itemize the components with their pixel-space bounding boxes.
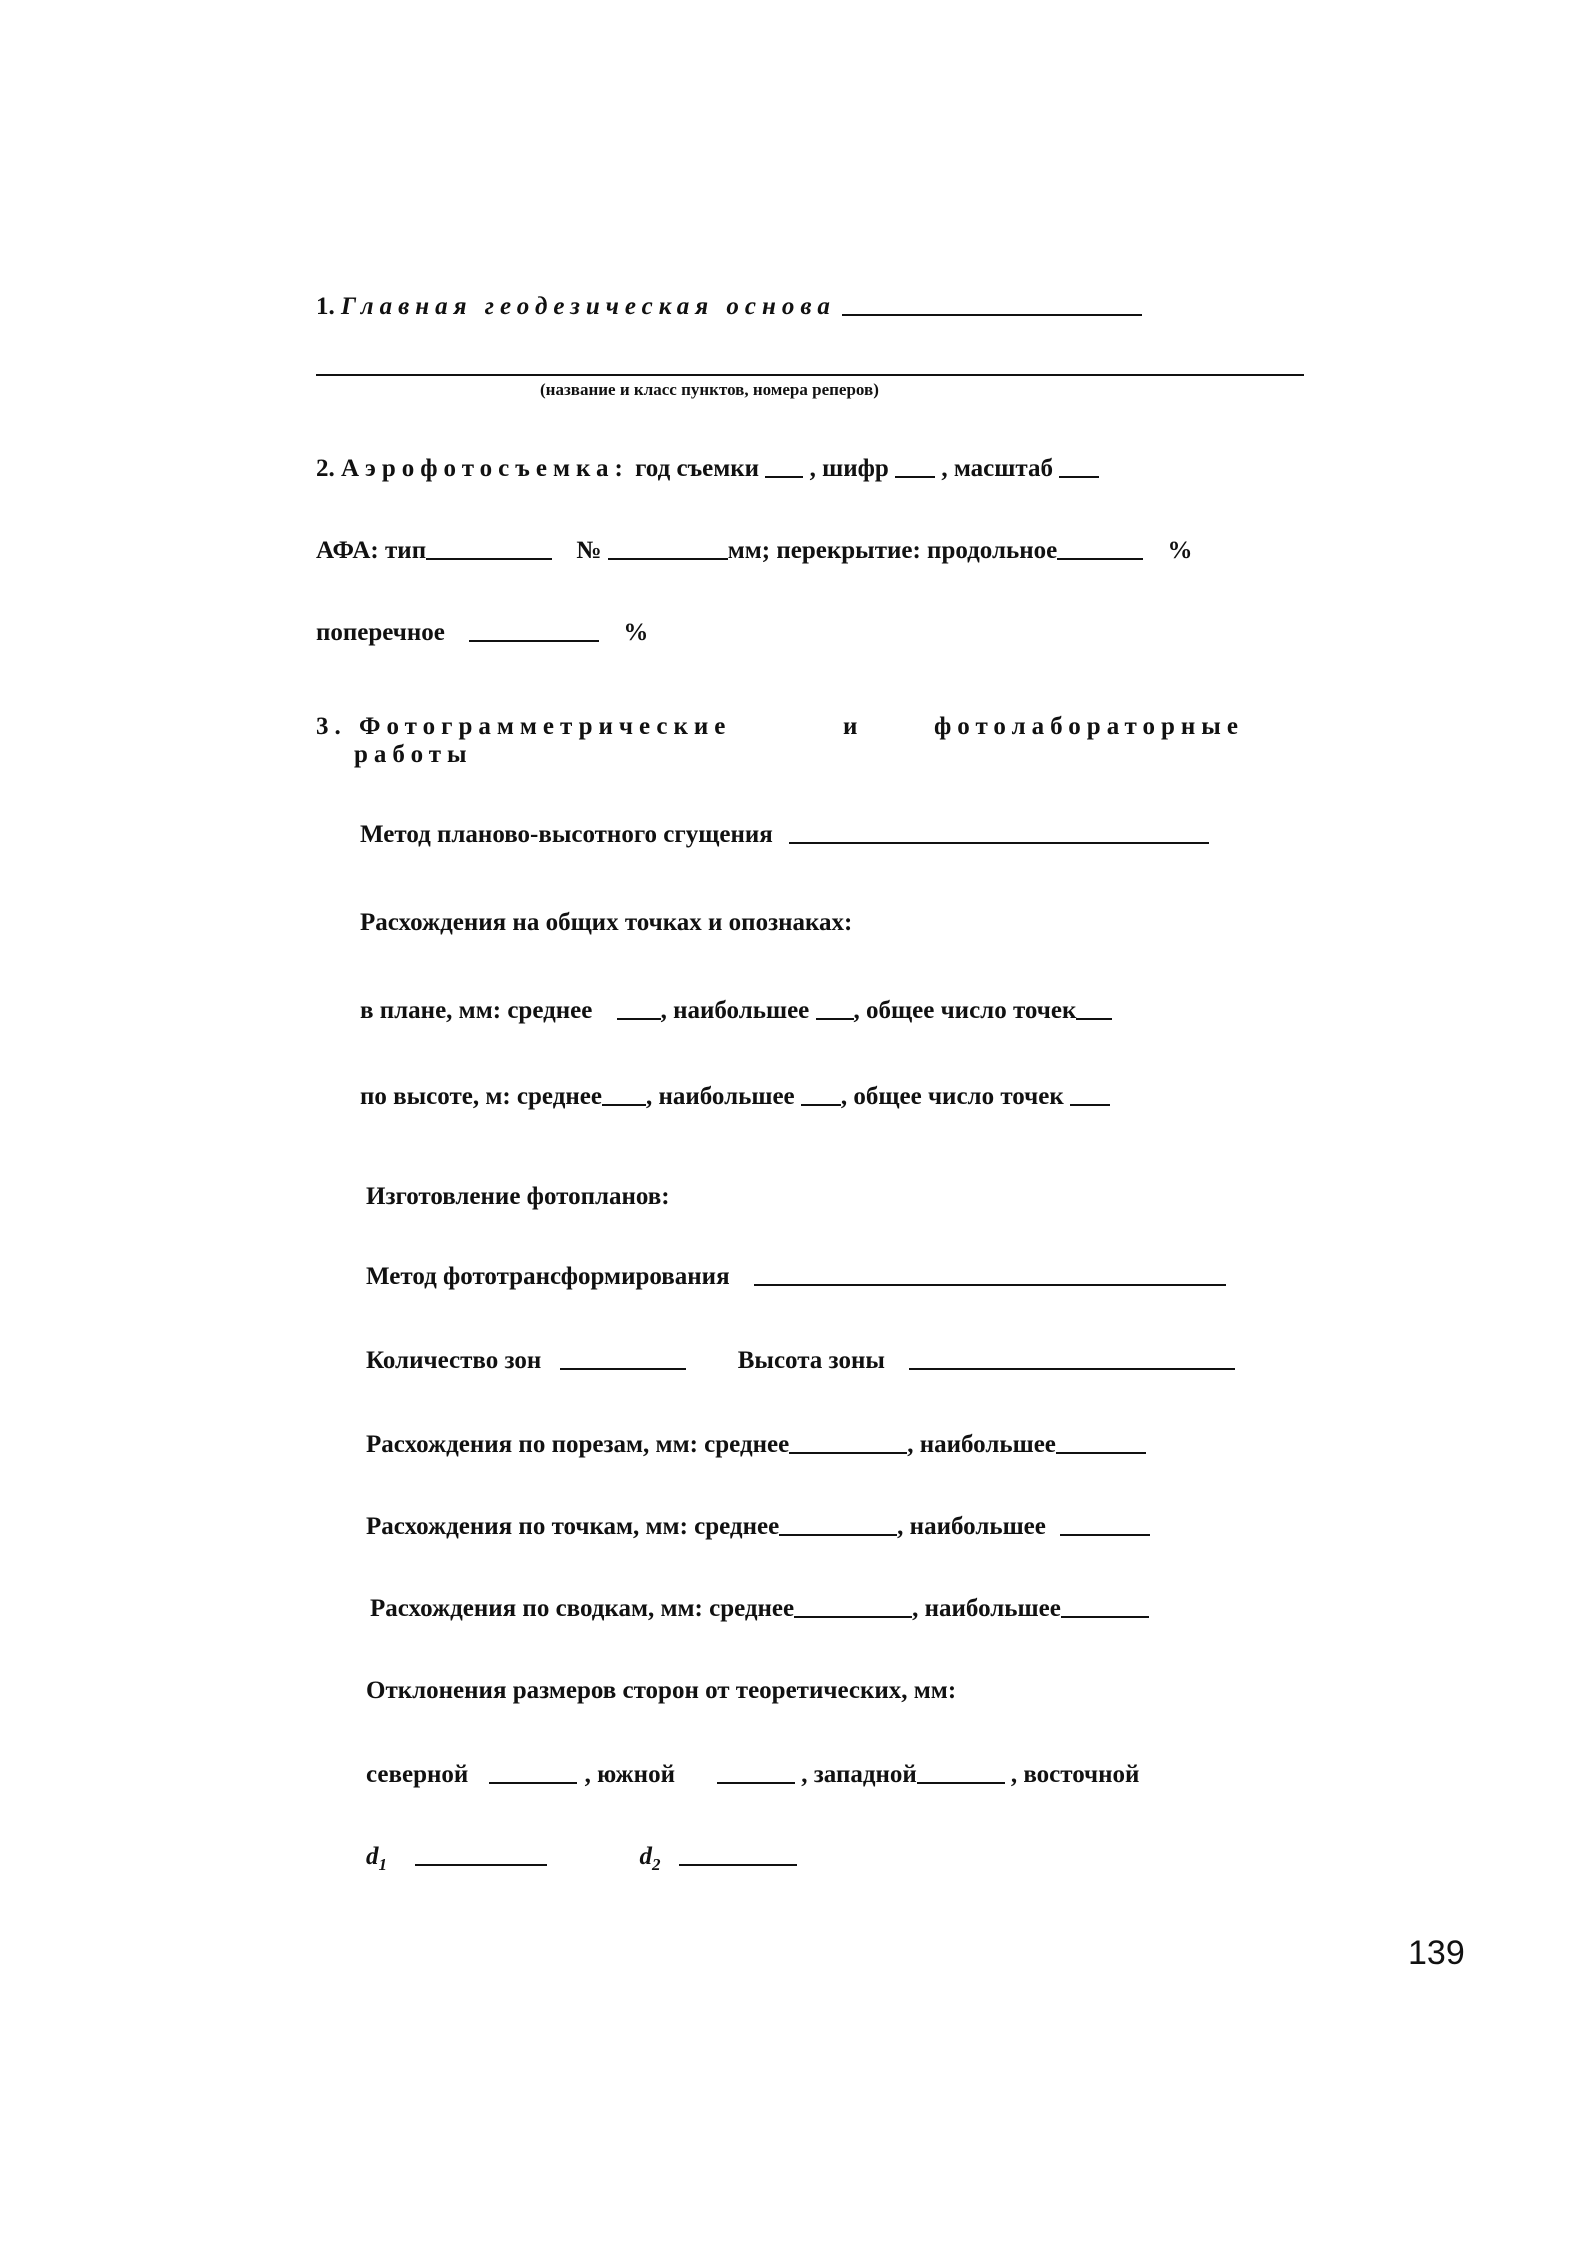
height-discrepancy-line: [360, 1082, 1110, 1112]
summaries-line: [370, 1594, 1149, 1624]
sides-line: [366, 1760, 1139, 1790]
west-field[interactable]: [917, 1760, 1005, 1784]
section1-title: Главная геодезическая основа: [341, 293, 836, 320]
plan-largest-field[interactable]: [816, 996, 854, 1020]
section3-heading: [316, 712, 731, 742]
overlap-longitudinal-field[interactable]: [1057, 536, 1143, 560]
height-largest-label: , наибольшее: [645, 1083, 795, 1110]
plan-mean-field[interactable]: [617, 996, 661, 1020]
points-largest-field[interactable]: [1060, 1512, 1150, 1536]
zone-height-label: Высота зоны: [737, 1347, 885, 1374]
south-field[interactable]: [717, 1760, 795, 1784]
section3-title-a: Фотограмметрические: [359, 713, 732, 740]
summaries-mean-field[interactable]: [794, 1594, 912, 1618]
section3-number: 3.: [316, 713, 347, 740]
summaries-largest-field[interactable]: [1061, 1594, 1149, 1618]
height-mean-field[interactable]: [602, 1082, 646, 1106]
plan-points-label: , общее число точек: [853, 997, 1077, 1024]
survey-scale-label: , масштаб: [941, 455, 1053, 482]
photoplans-heading: Изготовление фотопланов:: [366, 1183, 670, 1210]
cuts-line: [366, 1430, 1146, 1460]
afa-type-label: АФА: тип: [316, 537, 427, 564]
cuts-largest-label: , наибольшее: [907, 1431, 1056, 1458]
north-label: северной: [366, 1761, 469, 1788]
transform-method-label: Метод фототрансформирования: [366, 1263, 730, 1290]
zone-height-field[interactable]: [909, 1346, 1235, 1370]
d2-label: $d_2$: [639, 1843, 661, 1874]
section3-title-b: фотолабораторные: [934, 713, 1244, 740]
plan-mean-label: в плане, мм: среднее: [360, 997, 593, 1024]
zones-count-label: Количество зон: [366, 1347, 542, 1374]
height-largest-field[interactable]: [801, 1082, 841, 1106]
plan-largest-label: , наибольшее: [660, 997, 810, 1024]
transverse-line: [316, 618, 648, 648]
d1-field[interactable]: [415, 1842, 547, 1866]
points-mean-label: Расхождения по точкам, мм: среднее: [366, 1513, 780, 1540]
plan-points-field[interactable]: [1076, 996, 1112, 1020]
survey-scale-field[interactable]: [1059, 454, 1099, 478]
discrepancies-common-heading: Расхождения на общих точках и опознаках:: [360, 909, 853, 936]
survey-year-label: год съемки: [635, 455, 760, 482]
section1-blank[interactable]: [842, 292, 1142, 316]
plan-discrepancy-line: [360, 996, 1112, 1026]
deviations-heading: Отклонения размеров сторон от теоретических, мм:: [366, 1677, 957, 1704]
section1-rule: [316, 374, 1304, 376]
afa-number-field[interactable]: [608, 536, 728, 560]
east-label: , восточной: [1010, 1761, 1140, 1788]
cuts-largest-field[interactable]: [1056, 1430, 1146, 1454]
densification-method-line: [360, 820, 1209, 850]
section1-heading: [316, 292, 1142, 322]
page-number: 139: [1408, 1934, 1465, 1972]
zones-line: [366, 1346, 1235, 1376]
summaries-largest-label: , наибольшее: [912, 1595, 1061, 1622]
cuts-mean-label: Расхождения по порезам, мм: среднее: [366, 1431, 790, 1458]
section2-number: 2.: [316, 455, 335, 482]
transform-method-line: [366, 1262, 1226, 1292]
afa-line: [316, 536, 1192, 566]
cuts-mean-field[interactable]: [789, 1430, 907, 1454]
transform-method-field[interactable]: [754, 1262, 1226, 1286]
height-points-label: , общее число точек: [840, 1083, 1064, 1110]
section3-title-c: работы: [354, 741, 473, 768]
north-field[interactable]: [489, 1760, 577, 1784]
points-largest-label: , наибольшее: [897, 1513, 1046, 1540]
section3-title-and: и: [843, 713, 858, 740]
height-mean-label: по высоте, м: среднее: [360, 1083, 602, 1110]
section1-caption: (название и класс пунктов, номера реперов): [540, 380, 879, 399]
densification-method-field[interactable]: [789, 820, 1209, 844]
survey-year-field[interactable]: [765, 454, 803, 478]
zones-count-field[interactable]: [560, 1346, 686, 1370]
points-line: [366, 1512, 1150, 1542]
overlap-transverse-field[interactable]: [469, 618, 599, 642]
summaries-mean-label: Расхождения по сводкам, мм: среднее: [370, 1595, 795, 1622]
afa-type-field[interactable]: [426, 536, 552, 560]
percent-sign: %: [1167, 537, 1193, 564]
section1-number: 1.: [316, 293, 335, 320]
aerial-survey-line: [316, 454, 1099, 484]
d1-label: $d_1$: [366, 1843, 387, 1874]
section2-title: Аэрофотосъемка:: [341, 455, 629, 482]
overlap-longitudinal-label: мм; перекрытие: продольное: [727, 537, 1058, 564]
survey-code-label: , шифр: [809, 455, 889, 482]
south-label: , южной: [584, 1761, 675, 1788]
points-mean-field[interactable]: [779, 1512, 897, 1536]
d2-field[interactable]: [679, 1842, 797, 1866]
densification-method-label: Метод планово-высотного сгущения: [360, 821, 773, 848]
d-line: [366, 1842, 797, 1880]
afa-number-label: №: [576, 537, 602, 564]
height-points-field[interactable]: [1070, 1082, 1110, 1106]
percent-sign: %: [623, 619, 649, 646]
overlap-transverse-label: поперечное: [316, 619, 445, 646]
west-label: , западной: [801, 1761, 917, 1788]
survey-code-field[interactable]: [895, 454, 935, 478]
